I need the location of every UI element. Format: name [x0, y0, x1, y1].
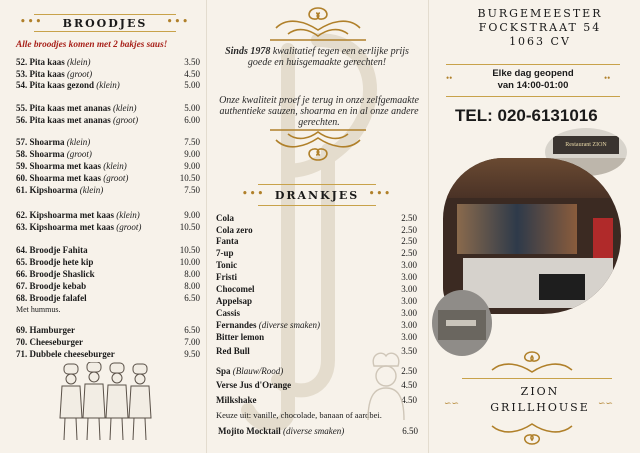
- drankjes-heading-box: [242, 184, 392, 206]
- menu-item-name: 60. Shoarma met kaas: [16, 173, 101, 183]
- menu-item-name: 68. Broodje falafel: [16, 293, 87, 303]
- menu-item-price: 9.00: [184, 210, 200, 220]
- drankjes-heading: DRANKJES: [274, 189, 360, 202]
- menu-item: [16, 325, 75, 336]
- broodjes-heading-box: [20, 10, 190, 36]
- heading-rule-top: [34, 14, 176, 15]
- menu-item-name: 54. Pita kaas gezond: [16, 80, 95, 90]
- heading-dots-right: •••: [368, 189, 392, 199]
- menu-item: [16, 185, 103, 196]
- drink-name: Spa: [216, 366, 231, 376]
- menu-item-price: 7.00: [184, 337, 200, 347]
- heading-dots-left: •••: [242, 189, 266, 199]
- menu-item: [16, 269, 95, 280]
- chef-2: [83, 362, 105, 440]
- menu-item-price: 10.50: [179, 245, 200, 255]
- menu-item-size: (klein): [113, 103, 137, 113]
- drink-name: Appelsap: [216, 296, 253, 306]
- heading-dots-right: •••: [166, 17, 190, 27]
- menu-item-size: (klein): [66, 137, 91, 147]
- column-divider-1: [206, 0, 207, 453]
- drink-variant: (diverse smaken): [258, 320, 320, 330]
- drink-name: Fernandes: [216, 320, 257, 330]
- menu-item-size: (klein): [67, 57, 91, 67]
- menu-item-name: 66. Broodje Shaslick: [16, 269, 95, 279]
- brand-name: [460, 384, 620, 416]
- menu-item-size: (groot): [103, 173, 129, 183]
- menu-item-name: 58. Shoarma: [16, 149, 65, 159]
- menu-item-name: 61. Kipshoarma: [16, 185, 78, 195]
- menu-item: [16, 257, 93, 268]
- menu-item-price: 10.50: [179, 173, 200, 183]
- cash-register: [539, 274, 585, 300]
- drink-price: 2.50: [401, 248, 417, 258]
- sauce-note: Alle broodjes komen met 2 bakjes saus!: [16, 40, 168, 50]
- drink-price: 3.00: [401, 332, 417, 342]
- menu-item-price: 5.00: [184, 103, 200, 113]
- drink-item: [216, 260, 237, 271]
- menu-item: [16, 115, 138, 126]
- brand-line-2: GRILLHOUSE: [490, 401, 590, 414]
- menu-item-price: 9.50: [184, 349, 200, 359]
- hours-rule-bottom: [446, 96, 620, 97]
- drink-item: [216, 395, 257, 406]
- menu-item-price: 9.00: [184, 161, 200, 171]
- drink-name: Cola: [216, 213, 234, 223]
- menu-item-price: 8.00: [184, 269, 200, 279]
- menu-item-name: 70. Cheeseburger: [16, 337, 83, 347]
- chef-3: [106, 363, 128, 440]
- kitchen-photo: [432, 290, 492, 356]
- drink-name: Bitter lemon: [216, 332, 265, 342]
- drink-name: Fristi: [216, 272, 237, 282]
- drink-item: [216, 213, 234, 224]
- menu-item: [16, 281, 86, 292]
- menu-item: [16, 69, 92, 80]
- menu-item: [16, 245, 88, 256]
- drink-item: [216, 272, 237, 283]
- interior-counter: [463, 258, 613, 308]
- brand-rule: [462, 378, 612, 379]
- menu-item-name: 67. Broodje kebab: [16, 281, 87, 291]
- menu-item-size: (klein): [116, 210, 140, 220]
- drink-price: 3.50: [401, 346, 417, 356]
- drink-price: 2.50: [401, 236, 417, 246]
- menu-item-name: 71. Dubbele cheeseburger: [16, 349, 115, 359]
- address-block: [440, 7, 640, 49]
- menu-item: [16, 137, 90, 148]
- drink-variant: (Blauw/Rood): [232, 366, 284, 376]
- menu-item: [16, 337, 83, 348]
- brand-flourish-right: ∽∽: [598, 398, 614, 408]
- drink-price: 3.00: [401, 272, 417, 282]
- open-line-2: van 14:00-01:00: [497, 80, 569, 91]
- menu-item-size: (klein): [103, 161, 127, 171]
- hours-dots-left: ••: [446, 73, 453, 83]
- drink-price: 3.00: [401, 296, 417, 306]
- menu-item-price: 3.50: [184, 57, 200, 67]
- address-line-2: FOCKSTRAAT 54: [478, 21, 602, 34]
- menu-item: [16, 349, 115, 360]
- menu-item-price: 6.50: [184, 325, 200, 335]
- heading-dots-left: •••: [20, 17, 44, 27]
- menu-item-price: 6.00: [184, 115, 200, 125]
- heading-rule-bottom: [34, 31, 176, 32]
- menu-item: [16, 149, 92, 160]
- menu-item-size: (klein): [96, 80, 120, 90]
- chef-1: [60, 364, 82, 440]
- falafel-note: Met hummus.: [16, 305, 61, 314]
- restaurant-sign: Restaurant ZION: [553, 136, 619, 154]
- intro-since: Sinds 1978: [225, 46, 271, 57]
- drink-price: 2.50: [401, 225, 417, 235]
- drink-item: [218, 426, 344, 437]
- drink-name: Cola zero: [216, 225, 253, 235]
- menu-item-name: 64. Broodje Fahita: [16, 245, 88, 255]
- menu-item: [16, 293, 87, 304]
- interior-dining: [457, 204, 577, 254]
- chef-4: [129, 364, 151, 440]
- ornament-middle: [268, 128, 368, 166]
- drink-name: 7-up: [216, 248, 234, 258]
- intro-text-2: Onze kwaliteit proef je terug in onze zelfgemaakte authentieke sauzen, shoarma en in al onze andere gerechten.: [219, 95, 419, 128]
- column-divider-2: [428, 0, 429, 453]
- heading-rule-bottom: [258, 205, 376, 206]
- menu-item-price: 4.50: [184, 69, 200, 79]
- hours-dots-right: ••: [604, 73, 611, 83]
- brand-ornament-top: [486, 348, 578, 378]
- menu-item: [16, 161, 127, 172]
- interior-ceiling: [443, 158, 621, 198]
- menu-item-price: 8.00: [184, 281, 200, 291]
- drink-item: [216, 225, 253, 236]
- ornament-top: [268, 4, 368, 42]
- milkshake-note: Keuze uit: vanille, chocolade, banaan of aardbei.: [216, 410, 382, 420]
- drink-price: 4.50: [401, 380, 417, 390]
- menu-item: [16, 57, 91, 68]
- brand-line-1: ZION: [520, 385, 560, 398]
- drink-variant: (diverse smaken): [282, 426, 345, 436]
- kitchen-tray: [446, 320, 476, 326]
- menu-item: [16, 222, 141, 233]
- menu-item-name: 56. Pita kaas met ananas: [16, 115, 111, 125]
- menu-item-price: 7.50: [184, 137, 200, 147]
- chefs-illustration: [56, 362, 156, 446]
- chef-sketch: [360, 350, 412, 420]
- menu-item: [16, 80, 120, 91]
- menu-item-size: (klein): [79, 185, 104, 195]
- brand-ornament-bottom: [486, 418, 578, 448]
- menu-item-price: 10.50: [179, 222, 200, 232]
- menu-item: [16, 103, 137, 114]
- drink-price: 3.00: [401, 284, 417, 294]
- menu-item-size: (groot): [67, 69, 93, 79]
- menu-item-size: (groot): [66, 149, 92, 159]
- menu-item-name: 52. Pita kaas: [16, 57, 65, 67]
- drink-name: Fanta: [216, 236, 239, 246]
- hours-rule-top: [446, 64, 620, 65]
- drink-name: Verse Jus d'Orange: [216, 380, 292, 390]
- menu-item-name: 63. Kipshoarma met kaas: [16, 222, 115, 232]
- drink-name: Tonic: [216, 260, 238, 270]
- opening-hours: [470, 68, 596, 92]
- drink-item: [216, 308, 240, 319]
- drink-price: 3.00: [401, 260, 417, 270]
- menu-item-price: 10.00: [179, 257, 200, 267]
- intro-text-1: [218, 46, 416, 68]
- drink-price: 2.50: [401, 366, 417, 376]
- drink-item: [216, 248, 234, 259]
- intro-rest: kwalitatief tegen een eerlijke prijs goede en huisgemaakte gerechten!: [247, 46, 409, 68]
- drink-item: [216, 380, 291, 391]
- brand-flourish-left: ∽∽: [444, 398, 460, 408]
- menu-item-name: 55. Pita kaas met ananas: [16, 103, 111, 113]
- drink-item: [216, 366, 283, 377]
- menu-item: [16, 173, 128, 184]
- interior-red-panel: [593, 218, 613, 258]
- drink-price: 2.50: [401, 213, 417, 223]
- drink-name: Cassis: [216, 308, 241, 318]
- menu-item-name: 62. Kipshoarma met kaas: [16, 210, 115, 220]
- menu-item-price: 6.50: [184, 293, 200, 303]
- telephone: TEL: 020-6131016: [455, 106, 598, 125]
- address-line-1: BURGEMEESTER: [477, 7, 603, 20]
- drink-item: [216, 332, 264, 343]
- drink-item: [216, 296, 252, 307]
- drink-name: Red Bull: [216, 346, 250, 356]
- heading-rule-top: [258, 184, 376, 185]
- drink-item: [216, 236, 239, 247]
- drink-item: [216, 320, 320, 331]
- drink-price: 6.50: [402, 426, 418, 436]
- drink-name: Chocomel: [216, 284, 255, 294]
- open-line-1: Elke dag geopend: [492, 68, 574, 79]
- menu-item-size: (groot): [116, 222, 142, 232]
- menu-item-size: (groot): [113, 115, 139, 125]
- menu-item-name: 69. Hamburger: [16, 325, 75, 335]
- drink-name: Milkshake: [216, 395, 257, 405]
- menu-item-name: 59. Shoarma met kaas: [16, 161, 101, 171]
- drink-item: [216, 346, 250, 357]
- drink-price: 3.00: [401, 308, 417, 318]
- menu-item-price: 9.00: [184, 149, 200, 159]
- drink-price: 4.50: [401, 395, 417, 405]
- menu-item-name: 65. Broodje hete kip: [16, 257, 94, 267]
- menu-item-price: 7.50: [184, 185, 200, 195]
- address-line-3: 1063 CV: [509, 35, 571, 48]
- drink-item: [216, 284, 255, 295]
- menu-item-name: 53. Pita kaas: [16, 69, 65, 79]
- menu-item: [16, 210, 140, 221]
- menu-item-price: 5.00: [184, 80, 200, 90]
- drink-name: Mojito Mocktail: [218, 426, 281, 436]
- drink-price: 3.00: [401, 320, 417, 330]
- menu-item-name: 57. Shoarma: [16, 137, 65, 147]
- broodjes-heading: BROODJES: [62, 17, 148, 30]
